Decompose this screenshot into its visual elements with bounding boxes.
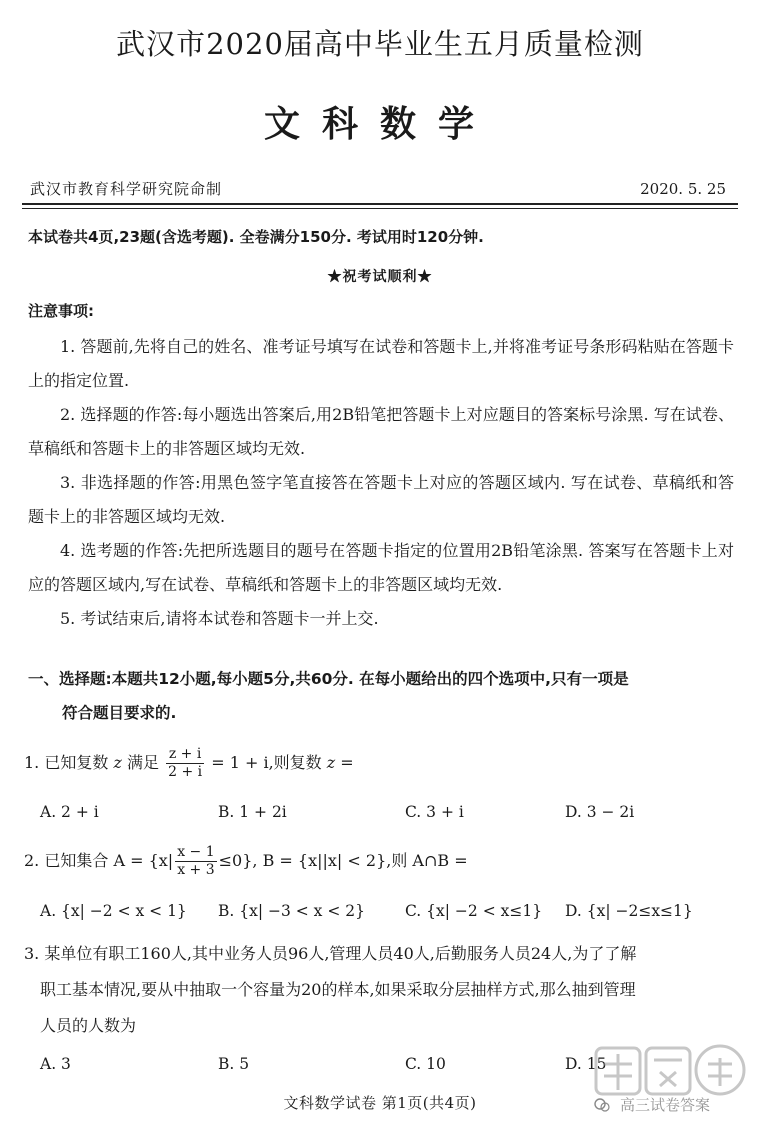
q1-frac-den: 2 + i xyxy=(168,764,203,780)
q2-frac-den: x + 3 xyxy=(177,862,215,878)
q2-setA-right: ≤0}, xyxy=(218,851,258,870)
q2-option-b: B. {x| −3 < x < 2} xyxy=(218,902,365,920)
q2-fraction xyxy=(175,844,216,879)
watermark-account: 高三试卷答案 xyxy=(620,1096,711,1114)
q2-prefix: 2. 已知集合 xyxy=(24,851,109,870)
issuer: 武汉市教育科学研究院命制 xyxy=(30,180,223,198)
note-item: 5. 考试结束后,请将本试卷和答题卡一并上交. xyxy=(60,609,379,628)
q1-prefix: 1. 已知复数 xyxy=(24,753,109,772)
note-item: 1. 答题前,先将自己的姓名、准考证号填写在试卷和答题卡上,并将准考证号条形码粘贴在答题卡上的指定位置. xyxy=(28,337,734,390)
header-rule xyxy=(22,203,738,205)
q1-option-a: A. 2 + i xyxy=(40,803,99,821)
note-item: 4. 选考题的作答:先把所选题目的题号在答题卡指定的位置用2B铅笔涂黑. 答案写在答题卡上对应的答题区域内,写在试卷、草稿纸和答题卡上的非答题区域均无效. xyxy=(28,541,734,594)
subject-title: 文科数学 xyxy=(263,103,496,145)
q2-setA-left: A = {x| xyxy=(113,851,174,870)
q2-option-c: C. {x| −2 < x≤1} xyxy=(405,902,543,920)
section-heading xyxy=(28,662,734,730)
watermark-logo-icon xyxy=(590,1030,750,1130)
q3-option-a: A. 3 xyxy=(40,1055,71,1073)
notes-title: 注意事项: xyxy=(28,302,94,320)
q1-option-b: B. 1 + 2i xyxy=(218,803,287,821)
q1-end: = xyxy=(340,753,354,772)
exam-date: 2020. 5. 25 xyxy=(640,180,726,198)
note-item: 3. 非选择题的作答:用黑色签字笔直接答在答题卡上对应的答题区域内. 写在试卷、草稿纸和答题卡上的非答题区域均无效. xyxy=(28,473,734,526)
q1-fraction xyxy=(166,746,204,781)
q3-option-b: B. 5 xyxy=(218,1055,250,1073)
exam-summary: 本试卷共4页,23题(含选考题). 全卷满分150分. 考试用时120分钟. xyxy=(28,228,484,246)
blessing: ★祝考试顺利★ xyxy=(327,269,433,285)
question-2 xyxy=(24,844,734,879)
q2-option-d: D. {x| −2≤x≤1} xyxy=(565,902,693,920)
q2-option-a: A. {x| −2 < x < 1} xyxy=(40,902,187,920)
q1-rest: = 1 + i,则复数 xyxy=(211,753,322,772)
q3-option-d: D. 15 xyxy=(565,1055,607,1073)
q1-var: z xyxy=(113,753,122,772)
question-1 xyxy=(24,746,734,781)
q1-option-d: D. 3 − 2i xyxy=(565,803,635,821)
q3-line2: 职工基本情况,要从中抽取一个容量为20的样本,如果采取分层抽样方式,那么抽到管理 xyxy=(40,980,636,999)
q2-setB: B = {x||x| < 2},则 A∩B = xyxy=(262,851,468,870)
q1-var2: z xyxy=(326,753,336,772)
q3-option-c: C. 10 xyxy=(405,1055,446,1073)
wechat-icon xyxy=(594,1097,610,1113)
q3-line3: 人员的人数为 xyxy=(40,1016,137,1035)
note-item: 2. 选择题的作答:每小题选出答案后,用2B铅笔把答题卡上对应题目的答案标号涂黑. 写在试卷、草稿纸和答题卡上的非答题区域均无效. xyxy=(28,405,734,458)
exam-title: 武汉市2020届高中毕业生五月质量检测 xyxy=(116,27,644,61)
q3-line1: 3. 某单位有职工160人,其中业务人员96人,管理人员40人,后勤服务人员24人,为了了解 xyxy=(24,944,637,963)
q1-option-c: C. 3 + i xyxy=(405,803,464,821)
q2-frac-num: x − 1 xyxy=(177,844,215,860)
notes-list xyxy=(28,330,734,636)
question-3 xyxy=(24,936,734,1044)
section-heading-line1: 一、选择题:本题共12小题,每小题5分,共60分. 在每小题给出的四个选项中,只有一项是 xyxy=(28,670,629,688)
header-rule-thin xyxy=(22,208,738,209)
q1-mid: 满足 xyxy=(126,753,159,772)
q1-frac-num: z + i xyxy=(166,746,204,764)
page-footer: 文科数学试卷 第1页(共4页) xyxy=(283,1094,477,1112)
section-heading-line2: 符合题目要求的. xyxy=(62,704,177,722)
